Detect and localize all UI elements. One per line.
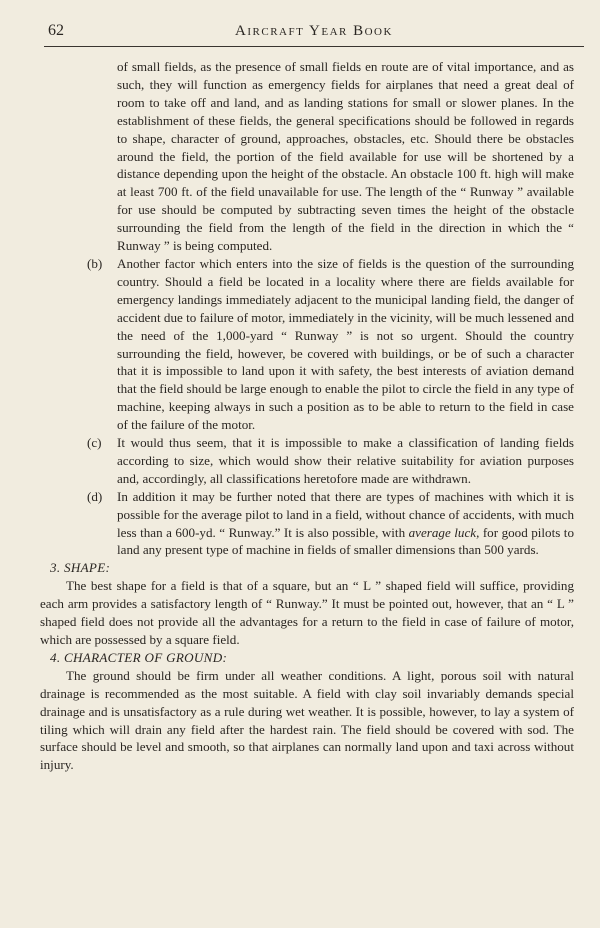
- item-marker-d: (d): [87, 488, 103, 504]
- page-body: [40, 58, 574, 774]
- item-text-b: Another factor which enters into the size of fields is the question of the surrounding country. Should a field be located in a locality where there are fields available for emergency landings immediately adjacent to the municipal landing field, the danger of accident due to failure of motor, immediately in the vicinity, will be much lessened and the need of the 1,000-yard “ Runway ” is not so urgent. Should the country surrounding the field, however, be covered with buildings, or be of such a character that it is impossible to land upon it with safety, the best interests of aviation demand that the field should be large enough to enable the pilot to circle the field in any type of machine, keeping always in such a position as to be able to return to the field in case of the failure of the motor.: [117, 255, 574, 433]
- item-marker-b: (b): [87, 255, 103, 271]
- section-heading-ground: 4. CHARACTER OF GROUND:: [50, 649, 228, 665]
- item-text-c: It would thus seem, that it is impossible to make a classification of landing fields according to size, which would show their relative suitability for aviation purposes and, accordingly, all classifications heretofore made are withdrawn.: [117, 435, 574, 486]
- page-number: 62: [48, 22, 64, 39]
- list-item-continued: [40, 58, 574, 255]
- item-marker-c: (c): [87, 435, 102, 451]
- list-item-d: [40, 488, 574, 560]
- section-text-ground: The ground should be firm under all weather conditions. A light, porous soil with natural drainage is recommended as the most suitable. A field with clay soil invariably demands special drainage and is unsatisfactory as a rule during wet weather. It is possible, however, to lay a system of tiling which will drain any field after the hardest rain. The field should be covered with sod. The surface should be level and smooth, so that airplanes can normally land upon and taxi across without injury.: [40, 667, 574, 773]
- list-item-b: [40, 255, 574, 434]
- header-rule: [44, 46, 584, 47]
- running-title: Aircraft Year Book: [235, 23, 393, 39]
- section-heading-shape: 3. SHAPE:: [50, 560, 111, 576]
- continued-text: of small fields, as the presence of small fields en route are of vital importance, and as such, they will function as emergency fields for airplanes that need a great deal of room to take off and land, and as landing stations for small or slower planes. In the establishment of these fields, the general specifications should be followed in regards to shape, character of ground, approaches, obstacles, etc. Should there be obstacles around the field, the portion of the field available for use will be shortened by a distance depending upon the height of the obstacle. An obstacle 100 ft. high will make at least 700 ft. of the field unavailable for use. The length of the “ Runway ” available for use should be computed by subtracting seven times the height of the obstacle surrounding the field from the length of the field in the direction in which the “ Runway ” is being computed.: [117, 59, 574, 254]
- page-header: [44, 20, 584, 44]
- item-text-d-part1: In addition it may be further noted that there are types of machines with which it is possible for the average pilot to land in a field, without chance of accidents, with much less than a 600-yd. “ Runway.” It is also possible, with: [117, 488, 574, 540]
- list-item-c: [40, 434, 574, 488]
- section-text-shape: The best shape for a field is that of a square, but an “ L ” shaped field will suffice, providing each arm provides a satisfactory length of “ Runway.” It must be pointed out, however, that an “ L ” shaped field does not provide all the advantages for a return to the field in case of failure of motor, which are possessed by a square field.: [40, 578, 574, 647]
- item-text-d-part2: for good pilots to land any present type of machine in fields of smaller dimensions than 500 yards.: [117, 524, 574, 558]
- item-text-d-emphasis: average luck,: [408, 524, 480, 540]
